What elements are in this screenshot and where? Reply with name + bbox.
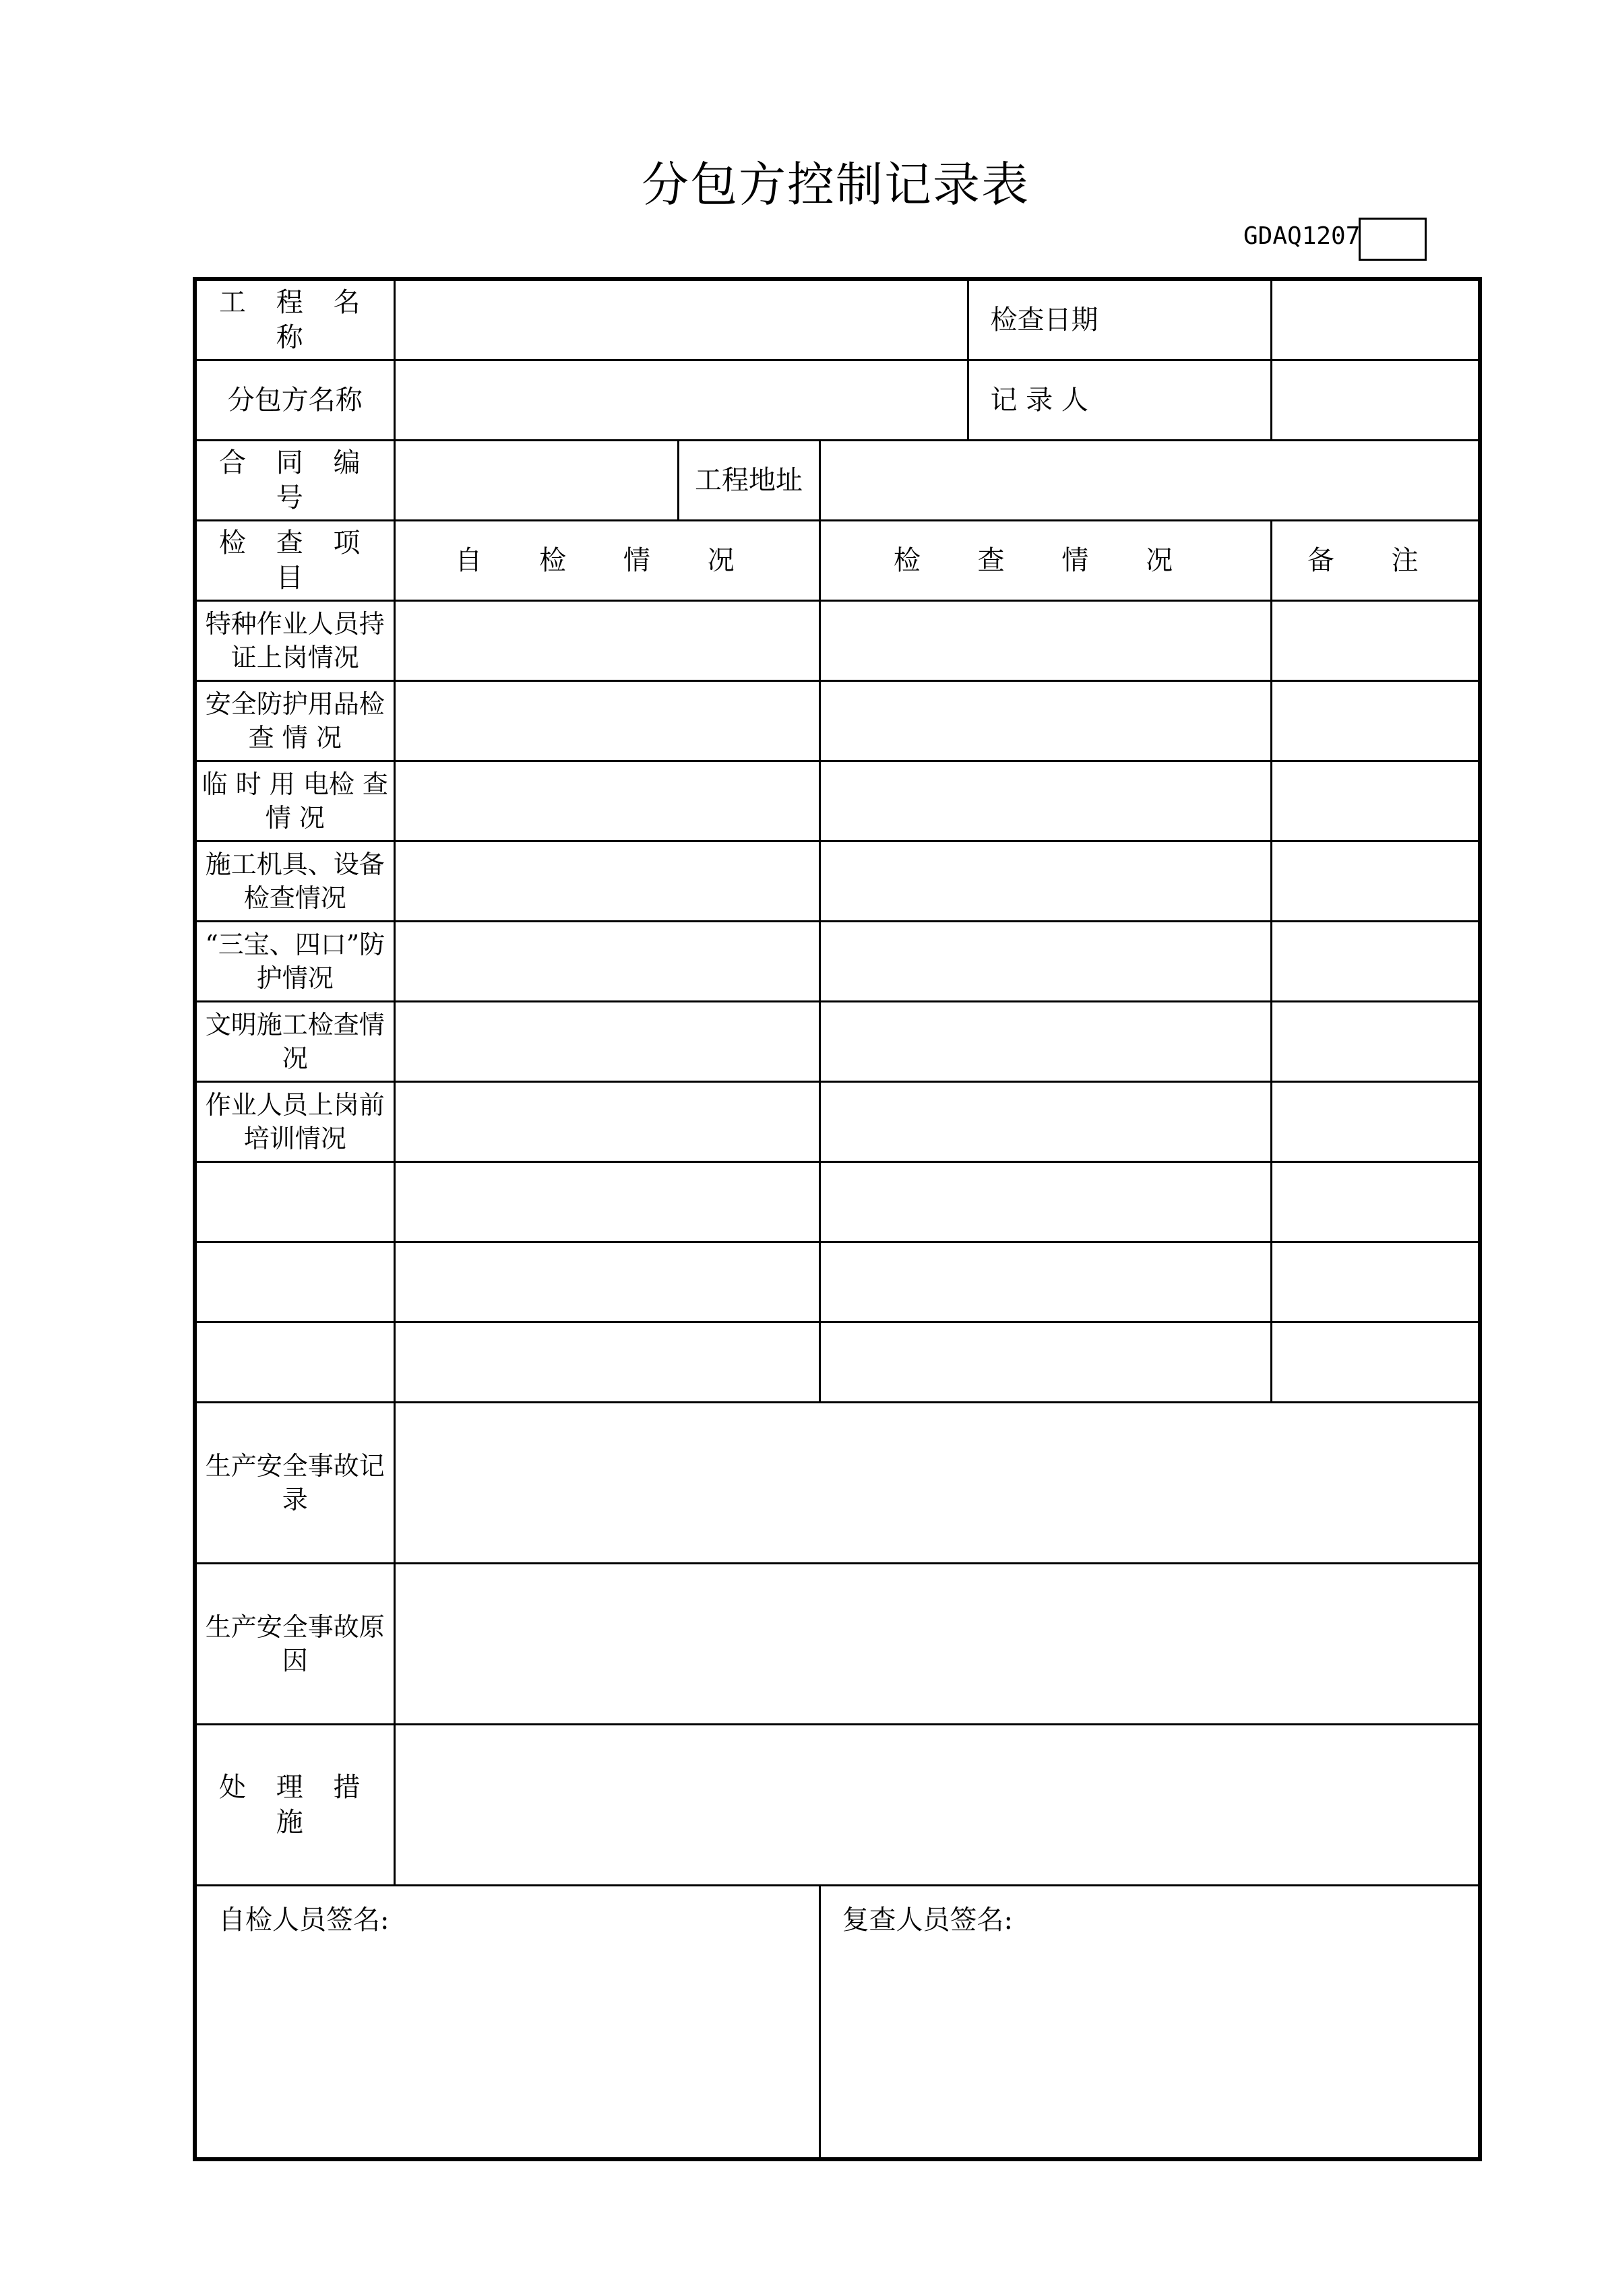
inspection-field[interactable] xyxy=(819,761,1271,841)
inspection-field[interactable] xyxy=(819,922,1271,1002)
inspection-field[interactable] xyxy=(819,681,1271,761)
self-check-field[interactable] xyxy=(394,601,819,681)
row-subcontractor xyxy=(195,360,1480,441)
self-check-field[interactable] xyxy=(394,1002,819,1082)
page-title: 分包方控制记录表 xyxy=(642,157,1030,212)
check-item-row xyxy=(195,761,1480,841)
blank-item-field[interactable] xyxy=(195,1322,394,1403)
self-check-field[interactable] xyxy=(394,841,819,922)
project-name-field[interactable] xyxy=(394,279,968,360)
check-item-label: 作业人员上岗前培训情况 xyxy=(195,1082,394,1162)
remarks-field[interactable] xyxy=(1271,922,1480,1002)
check-item-label: 安全防护用品检 查 情 况 xyxy=(195,681,394,761)
check-item-row xyxy=(195,1082,1480,1162)
label-project-name: 工 程 名 称 xyxy=(195,279,394,360)
remarks-field[interactable] xyxy=(1271,761,1480,841)
check-item-row xyxy=(195,601,1480,681)
label-recorder-cell xyxy=(968,360,1271,441)
col-header-remarks: 备 注 xyxy=(1271,521,1480,601)
label-accident-cause: 生产安全事故原 因 xyxy=(195,1564,394,1725)
label-check-date: 检查日期 xyxy=(990,305,1098,336)
col-header-self-check: 自 检 情 况 xyxy=(394,521,819,601)
col-header-item: 检 查 项 目 xyxy=(195,521,394,601)
remarks-field[interactable] xyxy=(1271,681,1480,761)
recorder-field[interactable] xyxy=(1271,360,1480,441)
remarks-field[interactable] xyxy=(1271,601,1480,681)
label-accident-record: 生产安全事故记 录 xyxy=(195,1403,394,1564)
check-item-label: 文明施工检查情况 xyxy=(195,1002,394,1082)
check-item-label: 临 时 用 电检 查 情 况 xyxy=(195,761,394,841)
remarks-field[interactable] xyxy=(1271,1082,1480,1162)
check-item-row xyxy=(195,922,1480,1002)
check-item-label: “三宝、四口”防护情况 xyxy=(195,922,394,1002)
row-signatures xyxy=(195,1886,1480,2160)
inspection-field[interactable] xyxy=(819,1242,1271,1322)
remarks-field[interactable] xyxy=(1271,1322,1480,1403)
label-contract-no: 合 同 编 号 xyxy=(195,441,394,521)
accident-cause-field[interactable] xyxy=(394,1564,1480,1725)
check-date-field[interactable] xyxy=(1271,279,1480,360)
form-code: GDAQ1207 xyxy=(1243,222,1361,250)
blank-item-field[interactable] xyxy=(195,1242,394,1322)
recheck-signature-field[interactable] xyxy=(819,1886,1480,2160)
label-measures: 处 理 措 施 xyxy=(195,1725,394,1886)
self-check-field[interactable] xyxy=(394,1162,819,1242)
check-item-label: 特种作业人员持证上岗情况 xyxy=(195,601,394,681)
inspection-field[interactable] xyxy=(819,1002,1271,1082)
row-accident-cause xyxy=(195,1564,1480,1725)
remarks-field[interactable] xyxy=(1271,1242,1480,1322)
row-contract xyxy=(195,441,1480,521)
remarks-field[interactable] xyxy=(1271,841,1480,922)
label-check-date-cell xyxy=(968,279,1271,360)
measures-field[interactable] xyxy=(394,1725,1480,1886)
label-subcontractor-name: 分包方名称 xyxy=(195,360,394,441)
blank-check-row xyxy=(195,1322,1480,1403)
check-item-row xyxy=(195,681,1480,761)
inspection-field[interactable] xyxy=(819,1082,1271,1162)
blank-item-field[interactable] xyxy=(195,1162,394,1242)
row-accident-record xyxy=(195,1403,1480,1564)
label-recorder: 记 录 人 xyxy=(990,385,1088,416)
control-record-table xyxy=(193,277,1482,2161)
check-item-row xyxy=(195,841,1480,922)
self-check-signature-field[interactable] xyxy=(195,1886,819,2160)
label-project-address: 工程地址 xyxy=(678,441,819,521)
check-item-row xyxy=(195,1002,1480,1082)
row-measures xyxy=(195,1725,1480,1886)
remarks-field[interactable] xyxy=(1271,1002,1480,1082)
row-column-headers xyxy=(195,521,1480,601)
self-check-field[interactable] xyxy=(394,681,819,761)
accident-record-field[interactable] xyxy=(394,1403,1480,1564)
blank-check-row xyxy=(195,1162,1480,1242)
label-recheck-signature: 复查人员签名: xyxy=(842,1905,1013,1936)
inspection-field[interactable] xyxy=(819,1162,1271,1242)
inspection-field[interactable] xyxy=(819,841,1271,922)
subcontractor-name-field[interactable] xyxy=(394,360,968,441)
label-self-check-signature: 自检人员签名: xyxy=(218,1905,390,1936)
check-item-label: 施工机具、设备检查情况 xyxy=(195,841,394,922)
self-check-field[interactable] xyxy=(394,1322,819,1403)
remarks-field[interactable] xyxy=(1271,1162,1480,1242)
self-check-field[interactable] xyxy=(394,1242,819,1322)
row-project-name xyxy=(195,279,1480,360)
inspection-field[interactable] xyxy=(819,601,1271,681)
col-header-inspection: 检 查 情 况 xyxy=(819,521,1271,601)
self-check-field[interactable] xyxy=(394,922,819,1002)
self-check-field[interactable] xyxy=(394,761,819,841)
inspection-field[interactable] xyxy=(819,1322,1271,1403)
contract-no-field[interactable] xyxy=(394,441,678,521)
form-code-box[interactable] xyxy=(1359,218,1427,261)
self-check-field[interactable] xyxy=(394,1082,819,1162)
blank-check-row xyxy=(195,1242,1480,1322)
project-address-field[interactable] xyxy=(819,441,1480,521)
